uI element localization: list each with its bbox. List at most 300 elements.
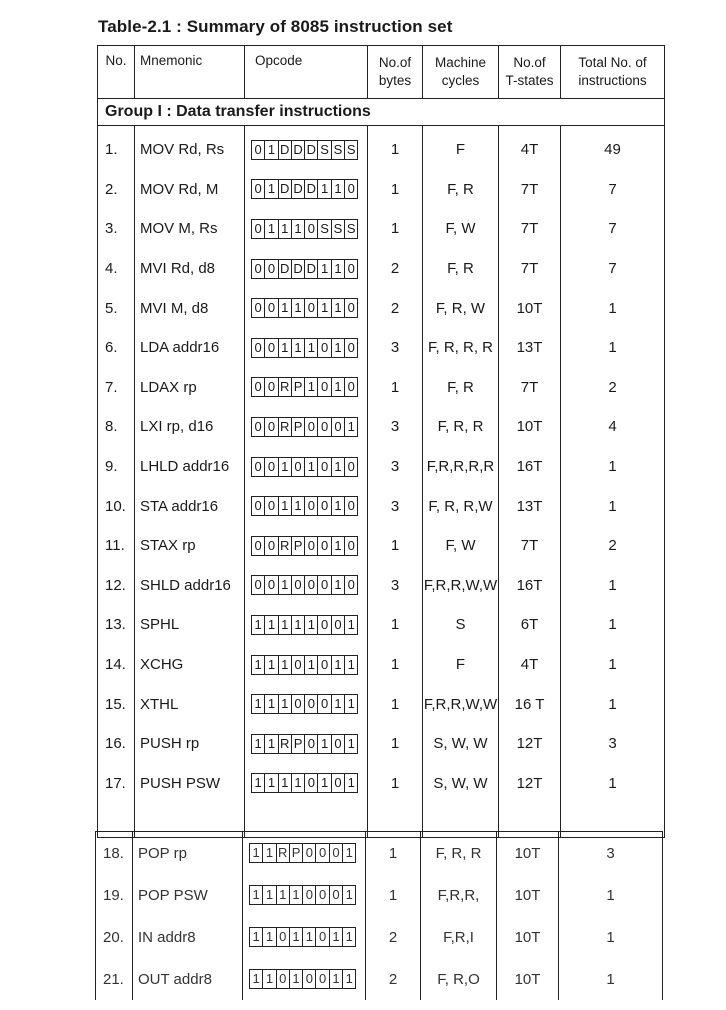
opcode-bit: 0 [265, 497, 278, 515]
opcode-bit: 1 [347, 616, 355, 632]
row-machine-cycles: F, R, W [423, 288, 499, 328]
row-number: 19. [96, 874, 133, 916]
opcode-bit: 0 [265, 418, 278, 436]
opcode-bit: 0 [265, 260, 278, 278]
row-opcode [245, 368, 368, 408]
row-number: 20. [96, 916, 133, 958]
opcode-bit: 1 [279, 695, 292, 713]
table-row [98, 407, 665, 447]
row-tstates: 16T [499, 566, 561, 606]
opcode-bit: R [279, 735, 292, 753]
opcode-bit: P [292, 378, 305, 396]
opcode-bit: 0 [292, 458, 305, 476]
opcode-bit-boxes [251, 417, 358, 437]
opcode-bit: 0 [252, 418, 265, 436]
opcode-bit: 0 [318, 378, 331, 396]
opcode-bit: 0 [277, 928, 290, 946]
opcode-bit: 0 [332, 418, 345, 436]
row-total: 2 [561, 526, 665, 566]
row-number: 14. [98, 645, 135, 685]
opcode-bit: 0 [347, 379, 355, 395]
opcode-bit: 0 [252, 180, 265, 198]
opcode-bit: 0 [305, 537, 318, 555]
opcode-bit: 0 [303, 844, 316, 862]
opcode-bit: D [279, 180, 292, 198]
row-machine-cycles: F,R,I [421, 916, 497, 958]
row-tstates: 13T [499, 328, 561, 368]
row-total: 4 [561, 407, 665, 447]
row-mnemonic: XCHG [135, 645, 245, 685]
row-tstates: 16 T [499, 684, 561, 724]
opcode-bit: D [279, 141, 292, 159]
opcode-bit-boxes [251, 536, 358, 556]
opcode-bit: 0 [318, 576, 331, 594]
opcode-bit: D [279, 260, 292, 278]
row-machine-cycles: F, R, R, R [423, 328, 499, 368]
table-row [98, 605, 665, 645]
row-bytes: 3 [368, 328, 423, 368]
header-bytes: No.of bytes [368, 46, 423, 99]
row-number: 8. [98, 407, 135, 447]
opcode-bit: 0 [347, 537, 355, 553]
opcode-bit: 1 [347, 735, 355, 751]
opcode-bit: 1 [332, 576, 345, 594]
table-row [98, 328, 665, 368]
opcode-bit: 0 [265, 576, 278, 594]
row-mnemonic: PUSH rp [135, 724, 245, 764]
row-mnemonic: POP rp [133, 832, 243, 875]
row-opcode [245, 170, 368, 210]
row-number: 2. [98, 170, 135, 210]
opcode-bit: 1 [263, 844, 276, 862]
opcode-bit: 1 [345, 887, 353, 902]
opcode-bit: 1 [290, 928, 303, 946]
opcode-bit: 0 [330, 844, 343, 862]
row-machine-cycles: F, R [423, 368, 499, 408]
row-opcode [245, 407, 368, 447]
row-machine-cycles: F, R [423, 170, 499, 210]
opcode-bit: D [305, 180, 318, 198]
row-machine-cycles: S, W, W [423, 724, 499, 764]
opcode-bit-boxes [249, 843, 356, 863]
row-tstates: 7T [499, 249, 561, 289]
row-machine-cycles: S [423, 605, 499, 645]
row-tstates: 12T [499, 724, 561, 764]
opcode-bit: 0 [265, 458, 278, 476]
opcode-bit-boxes [251, 338, 358, 358]
opcode-bit: 1 [347, 696, 355, 712]
opcode-bit: 0 [305, 735, 318, 753]
row-opcode [245, 605, 368, 645]
row-total: 1 [561, 645, 665, 685]
row-bytes: 2 [366, 958, 421, 1000]
row-machine-cycles: F, R [423, 249, 499, 289]
opcode-bit: 0 [318, 497, 331, 515]
opcode-bit: R [279, 537, 292, 555]
row-opcode [245, 209, 368, 249]
row-opcode [245, 645, 368, 685]
row-opcode [245, 447, 368, 487]
row-tstates: 10T [497, 874, 559, 916]
opcode-bit: 0 [292, 656, 305, 674]
opcode-bit: 0 [292, 576, 305, 594]
opcode-bit: 1 [347, 418, 355, 434]
row-mnemonic: MOV M, Rs [135, 209, 245, 249]
row-number: 1. [98, 126, 135, 170]
row-machine-cycles: F [423, 645, 499, 685]
opcode-bit-boxes [249, 885, 356, 905]
table-row [98, 684, 665, 724]
opcode-bit-boxes [251, 377, 358, 397]
row-mnemonic: LXI rp, d16 [135, 407, 245, 447]
opcode-bit-boxes [249, 969, 356, 989]
row-mnemonic: IN addr8 [133, 916, 243, 958]
opcode-bit: 1 [305, 339, 318, 357]
header-total: Total No. of instructions [561, 46, 665, 99]
row-total: 1 [559, 958, 663, 1000]
row-opcode [245, 249, 368, 289]
opcode-bit: 0 [305, 418, 318, 436]
opcode-bit: 1 [345, 971, 353, 986]
row-mnemonic: SPHL [135, 605, 245, 645]
opcode-bit: 1 [265, 656, 278, 674]
row-bytes: 1 [366, 832, 421, 875]
row-total: 1 [559, 874, 663, 916]
opcode-bit: 0 [252, 537, 265, 555]
row-opcode [245, 684, 368, 724]
row-tstates: 7T [499, 526, 561, 566]
opcode-bit: S [332, 220, 345, 238]
opcode-bit: 1 [318, 735, 331, 753]
opcode-bit: 0 [265, 537, 278, 555]
opcode-bit: 0 [252, 260, 265, 278]
table-row [98, 764, 665, 804]
group-header-row [98, 99, 665, 126]
row-total: 7 [561, 209, 665, 249]
opcode-bit: 0 [252, 339, 265, 357]
opcode-bit: 1 [279, 458, 292, 476]
opcode-bit: 0 [347, 577, 355, 593]
opcode-bit: 0 [318, 695, 331, 713]
opcode-bit: 1 [279, 616, 292, 634]
opcode-bit: 1 [279, 497, 292, 515]
row-opcode [243, 832, 366, 875]
opcode-bit: 1 [250, 886, 263, 904]
opcode-bit: 1 [265, 695, 278, 713]
row-tstates: 6T [499, 605, 561, 645]
row-total: 1 [561, 684, 665, 724]
row-total: 2 [561, 368, 665, 408]
row-machine-cycles: F,R,R, [421, 874, 497, 916]
opcode-bit-boxes [251, 179, 358, 199]
opcode-bit: 1 [305, 378, 318, 396]
opcode-bit: 0 [305, 774, 318, 792]
opcode-bit: 0 [303, 886, 316, 904]
row-machine-cycles: F, R,O [421, 958, 497, 1000]
row-machine-cycles: F, R, R [421, 832, 497, 875]
opcode-bit: S [318, 220, 331, 238]
opcode-bit: 1 [345, 845, 353, 860]
opcode-bit: 1 [318, 260, 331, 278]
row-bytes: 1 [368, 645, 423, 685]
opcode-bit: 1 [277, 886, 290, 904]
row-total: 49 [561, 126, 665, 170]
opcode-bit: 1 [265, 774, 278, 792]
opcode-bit: 1 [279, 656, 292, 674]
header-tstates: No.of T-states [499, 46, 561, 99]
row-tstates: 10T [499, 288, 561, 328]
opcode-bit: 0 [252, 458, 265, 476]
opcode-bit: R [279, 418, 292, 436]
opcode-bit: 0 [277, 970, 290, 988]
row-machine-cycles: F, R, R,W [423, 486, 499, 526]
row-tstates: 7T [499, 368, 561, 408]
opcode-bit: 1 [332, 299, 345, 317]
opcode-bit: 1 [305, 656, 318, 674]
opcode-bit: 1 [305, 458, 318, 476]
opcode-bit: 1 [265, 220, 278, 238]
row-number: 17. [98, 764, 135, 804]
row-number: 7. [98, 368, 135, 408]
row-bytes: 2 [368, 288, 423, 328]
row-opcode [245, 764, 368, 804]
row-machine-cycles: F, R, R [423, 407, 499, 447]
opcode-bit: 0 [305, 695, 318, 713]
opcode-bit: P [290, 844, 303, 862]
table-row [98, 288, 665, 328]
opcode-bit: 1 [265, 180, 278, 198]
row-total: 1 [561, 328, 665, 368]
row-mnemonic: MVI M, d8 [135, 288, 245, 328]
row-bytes: 2 [366, 916, 421, 958]
opcode-bit: P [292, 418, 305, 436]
opcode-bit: 1 [292, 220, 305, 238]
opcode-bit: 0 [252, 576, 265, 594]
row-tstates: 10T [497, 832, 559, 875]
opcode-bit: 0 [265, 299, 278, 317]
opcode-bit: 0 [332, 616, 345, 634]
row-number: 5. [98, 288, 135, 328]
row-total: 1 [561, 764, 665, 804]
opcode-bit: 1 [347, 656, 355, 672]
header-machine-cycles: Machine cycles [423, 46, 499, 99]
row-total: 1 [559, 916, 663, 958]
row-number: 3. [98, 209, 135, 249]
opcode-bit: 1 [250, 844, 263, 862]
row-total: 7 [561, 170, 665, 210]
row-machine-cycles: F,R,R,R,R [423, 447, 499, 487]
row-bytes: 1 [366, 874, 421, 916]
row-tstates: 12T [499, 764, 561, 804]
row-bytes: 1 [368, 368, 423, 408]
row-number: 13. [98, 605, 135, 645]
row-total: 3 [561, 724, 665, 764]
opcode-bit-boxes [249, 927, 356, 947]
opcode-bit: 1 [332, 378, 345, 396]
opcode-bit: 0 [318, 458, 331, 476]
row-tstates: 7T [499, 209, 561, 249]
opcode-bit: 1 [332, 497, 345, 515]
row-bytes: 1 [368, 605, 423, 645]
opcode-bit: 1 [305, 616, 318, 634]
row-bytes: 3 [368, 447, 423, 487]
row-tstates: 4T [499, 126, 561, 170]
row-total: 3 [559, 832, 663, 875]
row-total: 1 [561, 605, 665, 645]
opcode-bit: S [332, 141, 345, 159]
row-tstates: 10T [497, 958, 559, 1000]
opcode-bit: 1 [330, 970, 343, 988]
opcode-bit: P [292, 735, 305, 753]
opcode-bit: S [318, 141, 331, 159]
opcode-bit: 1 [292, 616, 305, 634]
table-row [96, 958, 663, 1000]
row-opcode [243, 958, 366, 1000]
opcode-bit: 1 [292, 497, 305, 515]
opcode-bit: 1 [263, 886, 276, 904]
opcode-bit: 1 [292, 299, 305, 317]
row-mnemonic: STA addr16 [135, 486, 245, 526]
opcode-bit: 0 [318, 616, 331, 634]
opcode-bit: 1 [252, 735, 265, 753]
row-opcode [243, 916, 366, 958]
row-opcode [245, 486, 368, 526]
opcode-bit: D [292, 180, 305, 198]
opcode-bit: 0 [252, 497, 265, 515]
row-opcode [245, 526, 368, 566]
row-mnemonic: MVI Rd, d8 [135, 249, 245, 289]
row-opcode [245, 724, 368, 764]
opcode-bit: S [346, 220, 356, 236]
row-mnemonic: LHLD addr16 [135, 447, 245, 487]
row-opcode [245, 126, 368, 170]
header-row [98, 46, 665, 99]
opcode-bit: 0 [347, 498, 355, 514]
row-number: 4. [98, 249, 135, 289]
opcode-bit: 1 [279, 774, 292, 792]
row-bytes: 1 [368, 684, 423, 724]
opcode-bit: 0 [316, 844, 329, 862]
opcode-bit-boxes [251, 655, 358, 675]
opcode-bit: 0 [318, 656, 331, 674]
opcode-bit: 0 [332, 735, 345, 753]
row-number: 6. [98, 328, 135, 368]
opcode-bit: 1 [252, 774, 265, 792]
table-row [98, 645, 665, 685]
opcode-bit: 1 [318, 774, 331, 792]
table-row [98, 170, 665, 210]
row-bytes: 3 [368, 486, 423, 526]
row-mnemonic: MOV Rd, Rs [135, 126, 245, 170]
opcode-bit: R [279, 378, 292, 396]
row-mnemonic: XTHL [135, 684, 245, 724]
opcode-bit: 0 [318, 339, 331, 357]
opcode-bit: 1 [263, 970, 276, 988]
opcode-bit: 0 [347, 458, 355, 474]
row-machine-cycles: F,R,R,W,W [423, 566, 499, 606]
opcode-bit: D [292, 260, 305, 278]
row-number: 10. [98, 486, 135, 526]
opcode-bit: 1 [279, 576, 292, 594]
opcode-bit: 1 [279, 220, 292, 238]
row-machine-cycles: F, W [423, 209, 499, 249]
opcode-bit: 0 [265, 378, 278, 396]
row-number: 15. [98, 684, 135, 724]
opcode-bit: 1 [279, 339, 292, 357]
opcode-bit-boxes [251, 259, 358, 279]
opcode-bit: 0 [305, 299, 318, 317]
row-total: 1 [561, 566, 665, 606]
row-tstates: 7T [499, 170, 561, 210]
opcode-bit: 1 [252, 616, 265, 634]
opcode-bit: 0 [252, 141, 265, 159]
row-opcode [245, 566, 368, 606]
row-opcode [245, 288, 368, 328]
opcode-bit: 1 [279, 299, 292, 317]
opcode-bit-boxes [251, 773, 358, 793]
row-total: 1 [561, 288, 665, 328]
row-mnemonic: STAX rp [135, 526, 245, 566]
header-no: No. [98, 46, 135, 99]
row-machine-cycles: S, W, W [423, 764, 499, 804]
opcode-bit: D [305, 141, 318, 159]
opcode-bit: 0 [330, 886, 343, 904]
opcode-bit: 0 [303, 970, 316, 988]
instruction-table-continued [95, 831, 663, 1000]
opcode-bit: R [277, 844, 290, 862]
table-row [96, 832, 663, 875]
opcode-bit: 0 [316, 970, 329, 988]
opcode-bit-boxes [251, 496, 358, 516]
table-row [98, 566, 665, 606]
opcode-bit: 1 [292, 339, 305, 357]
opcode-bit: D [305, 260, 318, 278]
row-total: 1 [561, 486, 665, 526]
row-tstates: 10T [499, 407, 561, 447]
opcode-bit: 1 [303, 928, 316, 946]
opcode-bit: 0 [292, 695, 305, 713]
opcode-bit: 1 [332, 458, 345, 476]
row-tstates: 16T [499, 447, 561, 487]
opcode-bit: 1 [250, 928, 263, 946]
opcode-bit: 1 [332, 339, 345, 357]
row-mnemonic: SHLD addr16 [135, 566, 245, 606]
opcode-bit: 1 [318, 180, 331, 198]
opcode-bit: 0 [252, 220, 265, 238]
row-number: 11. [98, 526, 135, 566]
row-total: 7 [561, 249, 665, 289]
opcode-bit: 0 [316, 928, 329, 946]
opcode-bit: 1 [318, 299, 331, 317]
instruction-table [97, 45, 665, 838]
row-number: 18. [96, 832, 133, 875]
row-total: 1 [561, 447, 665, 487]
row-bytes: 1 [368, 170, 423, 210]
opcode-bit: 0 [347, 339, 355, 355]
opcode-bit: 1 [263, 928, 276, 946]
opcode-bit-boxes [251, 140, 358, 160]
opcode-bit: 0 [347, 300, 355, 316]
row-bytes: 1 [368, 209, 423, 249]
opcode-bit: 1 [290, 886, 303, 904]
row-number: 9. [98, 447, 135, 487]
row-machine-cycles: F [423, 126, 499, 170]
opcode-bit: 1 [332, 180, 345, 198]
row-mnemonic: OUT addr8 [133, 958, 243, 1000]
opcode-bit: D [292, 141, 305, 159]
row-opcode [245, 328, 368, 368]
row-number: 16. [98, 724, 135, 764]
